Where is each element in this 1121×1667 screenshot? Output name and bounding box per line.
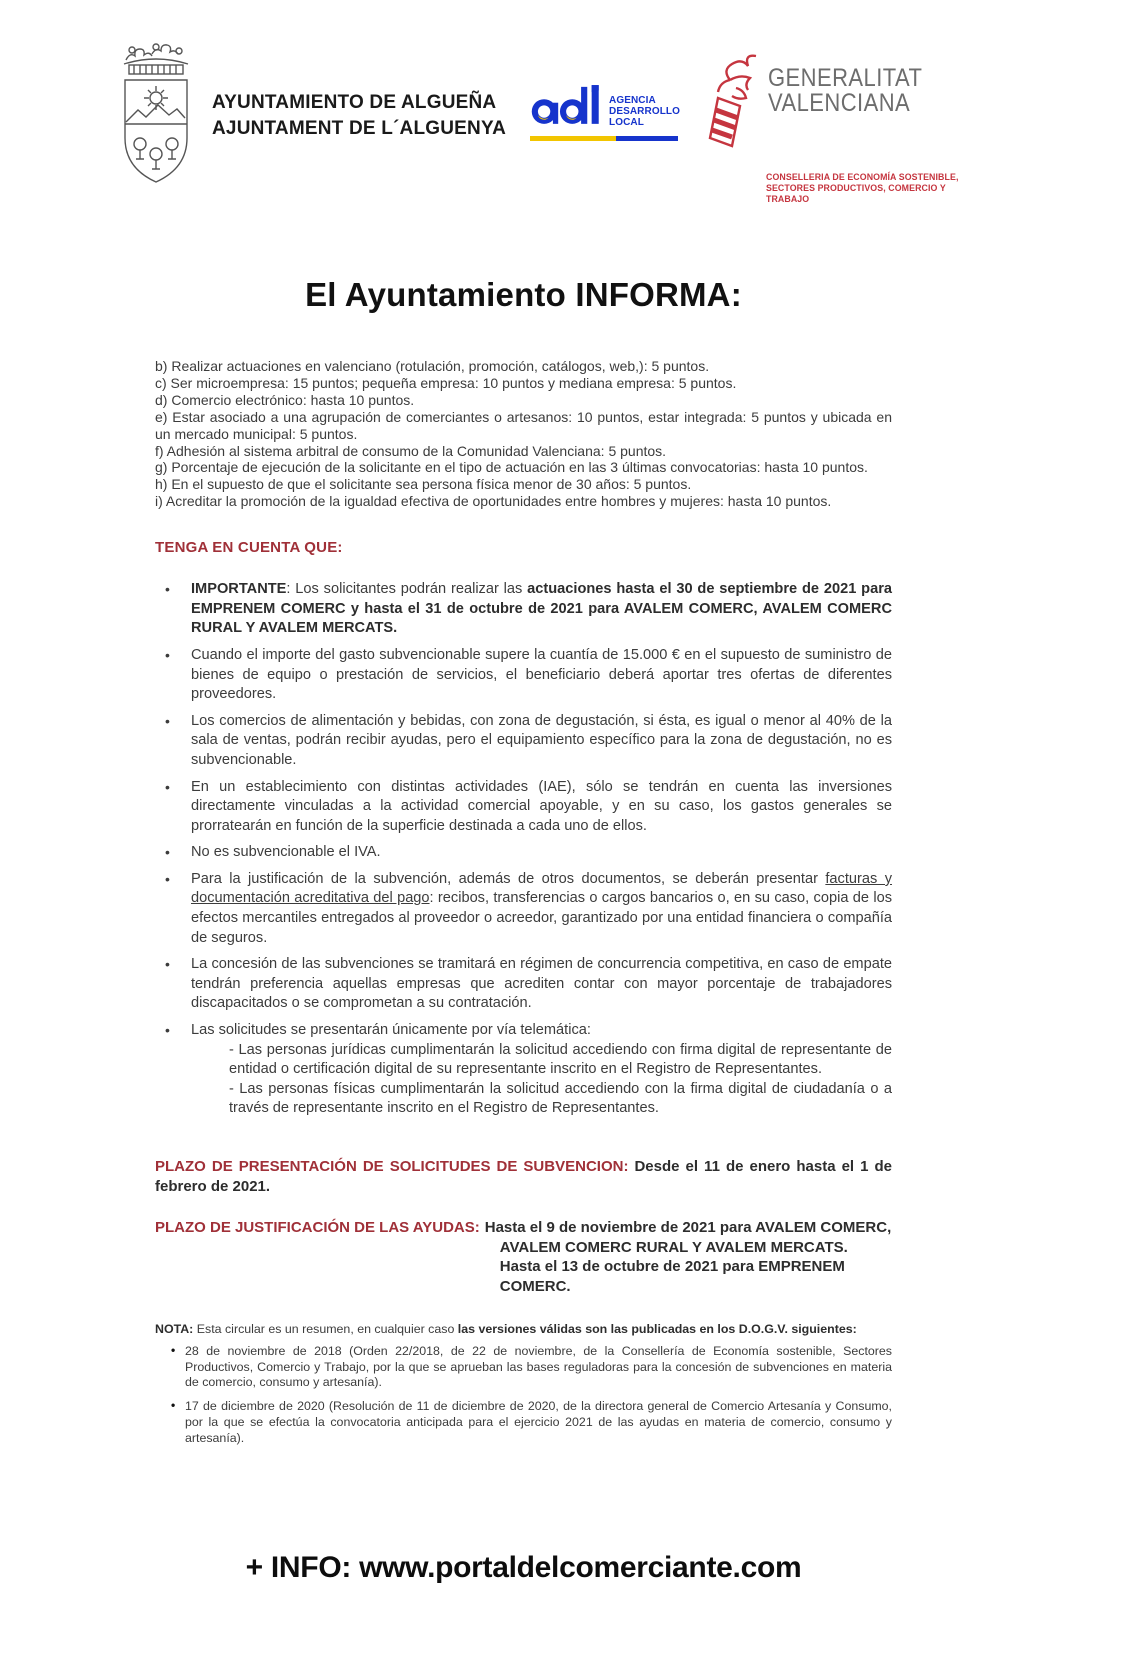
plazo-justificacion	[155, 1218, 892, 1296]
adl-word-1: AGENCIA	[609, 95, 656, 106]
criteria-item-h: h) En el supuesto de que el solicitante sea persona física menor de 30 años: 5 puntos.	[155, 476, 692, 493]
plazo-presentacion-label: PLAZO DE PRESENTACIÓN DE SOLICITUDES DE SUBVENCION:	[155, 1158, 629, 1175]
plazo-justificacion-label: PLAZO DE JUSTIFICACIÓN DE LAS AYUDAS:	[155, 1219, 480, 1236]
criteria-item-d: d) Comercio electrónico: hasta 10 puntos.	[155, 391, 415, 408]
sublist-fisicas: - Las personas físicas cumplimentarán la solicitud accediendo con la firma digital de ciudadanía o a través de representante inscrito en el Registro de Representantes.	[229, 1080, 892, 1117]
org-line-1: AYUNTAMIENTO DE ALGUEÑA	[212, 92, 497, 113]
notice-bullet-justificacion: • Para la justificación de la subvención, además de otros documentos, se deberán presentar facturas y documentación acreditativa del pago: recibos, transferencias o cargos bancarios o, en su caso, copia de los efectos mercantiles entregados al proveedor o acreedor, garantizado por una entidad financiera o compañía de seguros.	[155, 870, 892, 948]
criteria-item-f: f) Adhesión al sistema arbitral de consumo de la Comunidad Valenciana: 5 puntos.	[155, 442, 667, 459]
alguena-coat-of-arms-icon	[112, 42, 200, 197]
adl-acronym-icon	[530, 82, 604, 134]
gva-conselleria	[766, 172, 960, 205]
criteria-item-b: b) Realizar actuaciones en valenciano (rotulación, promoción, catálogos, web,): 5 puntos.	[155, 358, 710, 374]
notice-bullet-iva: • No es subvencionable el IVA.	[155, 843, 892, 863]
org-line-2: AJUNTAMENT DE L´ALGUENYA	[212, 118, 507, 139]
scoring-criteria-list	[155, 358, 892, 510]
document-body	[155, 358, 892, 1455]
adl-word-2: DESARROLLO	[609, 106, 680, 117]
plazo-justificacion-line-2: AVALEM COMERC RURAL Y AVALEM MERCATS.	[499, 1238, 848, 1256]
plazo-justificacion-values	[485, 1218, 892, 1296]
criteria-item-e: e) Estar asociado a una agrupación de comerciantes o artesanos: 10 puntos, estar integrada: 5 puntos y ubicada en un mercado municipal: 5 puntos.	[155, 408, 892, 442]
adl-wordmark	[609, 95, 680, 134]
nota-paragraph: NOTA: Esta circular es un resumen, en cualquier caso las versiones válidas son las publicadas en los D.O.G.V. siguientes:	[155, 1322, 857, 1336]
footer-info-url: + INFO: www.portaldelcomerciante.com	[245, 1551, 802, 1584]
gva-emblem-icon	[700, 54, 762, 164]
plazo-justificacion-line-3: Hasta el 13 de octubre de 2021 para EMPRENEM COMERC.	[499, 1258, 845, 1295]
criteria-item-g: g) Porcentaje de ejecución de la solicitante en el tipo de actuación en las 3 últimas convocatorias: hasta 10 puntos.	[155, 459, 868, 476]
document-header	[112, 42, 1031, 204]
plazo-justificacion-line-1: Hasta el 9 de noviembre de 2021 para AVALEM COMERC,	[484, 1219, 892, 1236]
plazo-presentacion-value: Desde el 11 de enero hasta el 1 de febrero de 2021.	[155, 1158, 892, 1195]
municipality-name	[212, 90, 512, 142]
generalitat-valenciana-logo	[700, 54, 960, 205]
notice-bullet-degustacion: • Los comercios de alimentación y bebidas, con zona de degustación, si ésta, es igual o menor al 40% de la sala de ventas, podrán recibir ayudas, pero el equipamiento específico para la zona de degustación, no es subvencionable.	[155, 712, 892, 771]
importante-label: IMPORTANTE	[191, 581, 287, 598]
gva-conselleria-line-2: SECTORES PRODUCTIVOS, COMERCIO Y TRABAJO	[766, 183, 946, 204]
notice-bullet-iae: • En un establecimiento con distintas actividades (IAE), sólo se tendrán en cuenta las inversiones directamente vinculadas a la actividad comercial apoyable, y en su caso, los gastos generales se prorratearán en función de la superficie destinada a cada uno de ellos.	[155, 778, 892, 837]
gva-word-2: VALENCIANA	[768, 89, 911, 117]
gva-wordmark	[768, 66, 943, 116]
notice-bullet-importante: • IMPORTANTE: Los solicitantes podrán realizar las actuaciones hasta el 30 de septiembre de 2021 para EMPRENEM COMERC y hasta el 31 de octubre de 2021 para AVALEM COMERC, AVALEM COMERC RURAL Y AVALEM MERCATS.	[155, 580, 892, 639]
adl-underline-bars	[530, 136, 678, 141]
gva-conselleria-line-1: CONSELLERIA DE ECONOMÍA SOSTENIBLE,	[766, 172, 959, 182]
criteria-item-i: i) Acreditar la promoción de la igualdad efectiva de oportunidades entre hombres y mujeres: hasta 10 puntos.	[155, 493, 832, 510]
adl-logo	[530, 82, 680, 141]
plazo-presentacion	[155, 1157, 892, 1196]
nota-label: NOTA:	[155, 1322, 194, 1336]
nota-bullet-list	[155, 1344, 892, 1447]
sublist-juridicas: - Las personas jurídicas cumplimentarán la solicitud accediendo con firma digital de representante de entidad o certificación digital de su representante inscrito en el Registro de Representantes.	[229, 1041, 892, 1078]
criteria-item-c: c) Ser microempresa: 15 puntos; pequeña empresa: 10 puntos y mediana empresa: 5 puntos.	[155, 374, 737, 391]
underlined-facturas: facturas y documentación acreditativa del pago	[191, 870, 892, 907]
notice-bullet-telematica: • Las solicitudes se presentarán únicamente por vía telemática: - Las personas jurídicas cumplimentarán la solicitud accediendo con firma digital de representante de entidad o certificación digital de su representante inscrito en el Registro de Representantes. - Las personas físicas cumplimentarán la solicitud accediendo con la firma digital de ciudadanía o a través de representante inscrito en el Registro de Representantes.	[155, 1021, 892, 1119]
page-title: El Ayuntamiento INFORMA:	[305, 276, 742, 313]
notice-heading: TENGA EN CUENTA QUE:	[155, 539, 343, 557]
nota-bullet-2020: • 17 de diciembre de 2020 (Resolución de 11 de diciembre de 2020, de la directora general de Comercio Artesanía y Consumo, por la que se efectúa la convocatoria anticipada para el ejercicio 2021 de las ayudas en materia de comercio, consumo y artesanía).	[155, 1399, 892, 1446]
adl-word-3: LOCAL	[609, 117, 644, 128]
notice-bullet-importe: • Cuando el importe del gasto subvencionable supere la cuantía de 15.000 € en el supuesto de suministro de bienes de equipo o prestación de servicios, el beneficiario deberá aportar tres ofertas de diferentes proveedores.	[155, 646, 892, 705]
notice-bullet-concesion: • La concesión de las subvenciones se tramitará en régimen de concurrencia competitiva, en caso de empate tendrán preferencia aquellas empresas que acrediten contar con mayor porcentaje de trabajadores discapacitados o se comprometan a su contratación.	[155, 955, 892, 1014]
gva-word-1: GENERALITAT	[768, 64, 923, 92]
nota-bullet-2018: • 28 de noviembre de 2018 (Orden 22/2018, de 22 de noviembre, de la Consellería de Economía sostenible, Sectores Productivos, Comercio y Trabajo, por la que se aprueban las bases reguladoras para la concesión de subvenciones en materia de comercio, consumo y artesanía).	[155, 1344, 892, 1391]
telematica-sublist	[191, 1041, 892, 1119]
notice-bullet-list	[155, 580, 892, 1119]
